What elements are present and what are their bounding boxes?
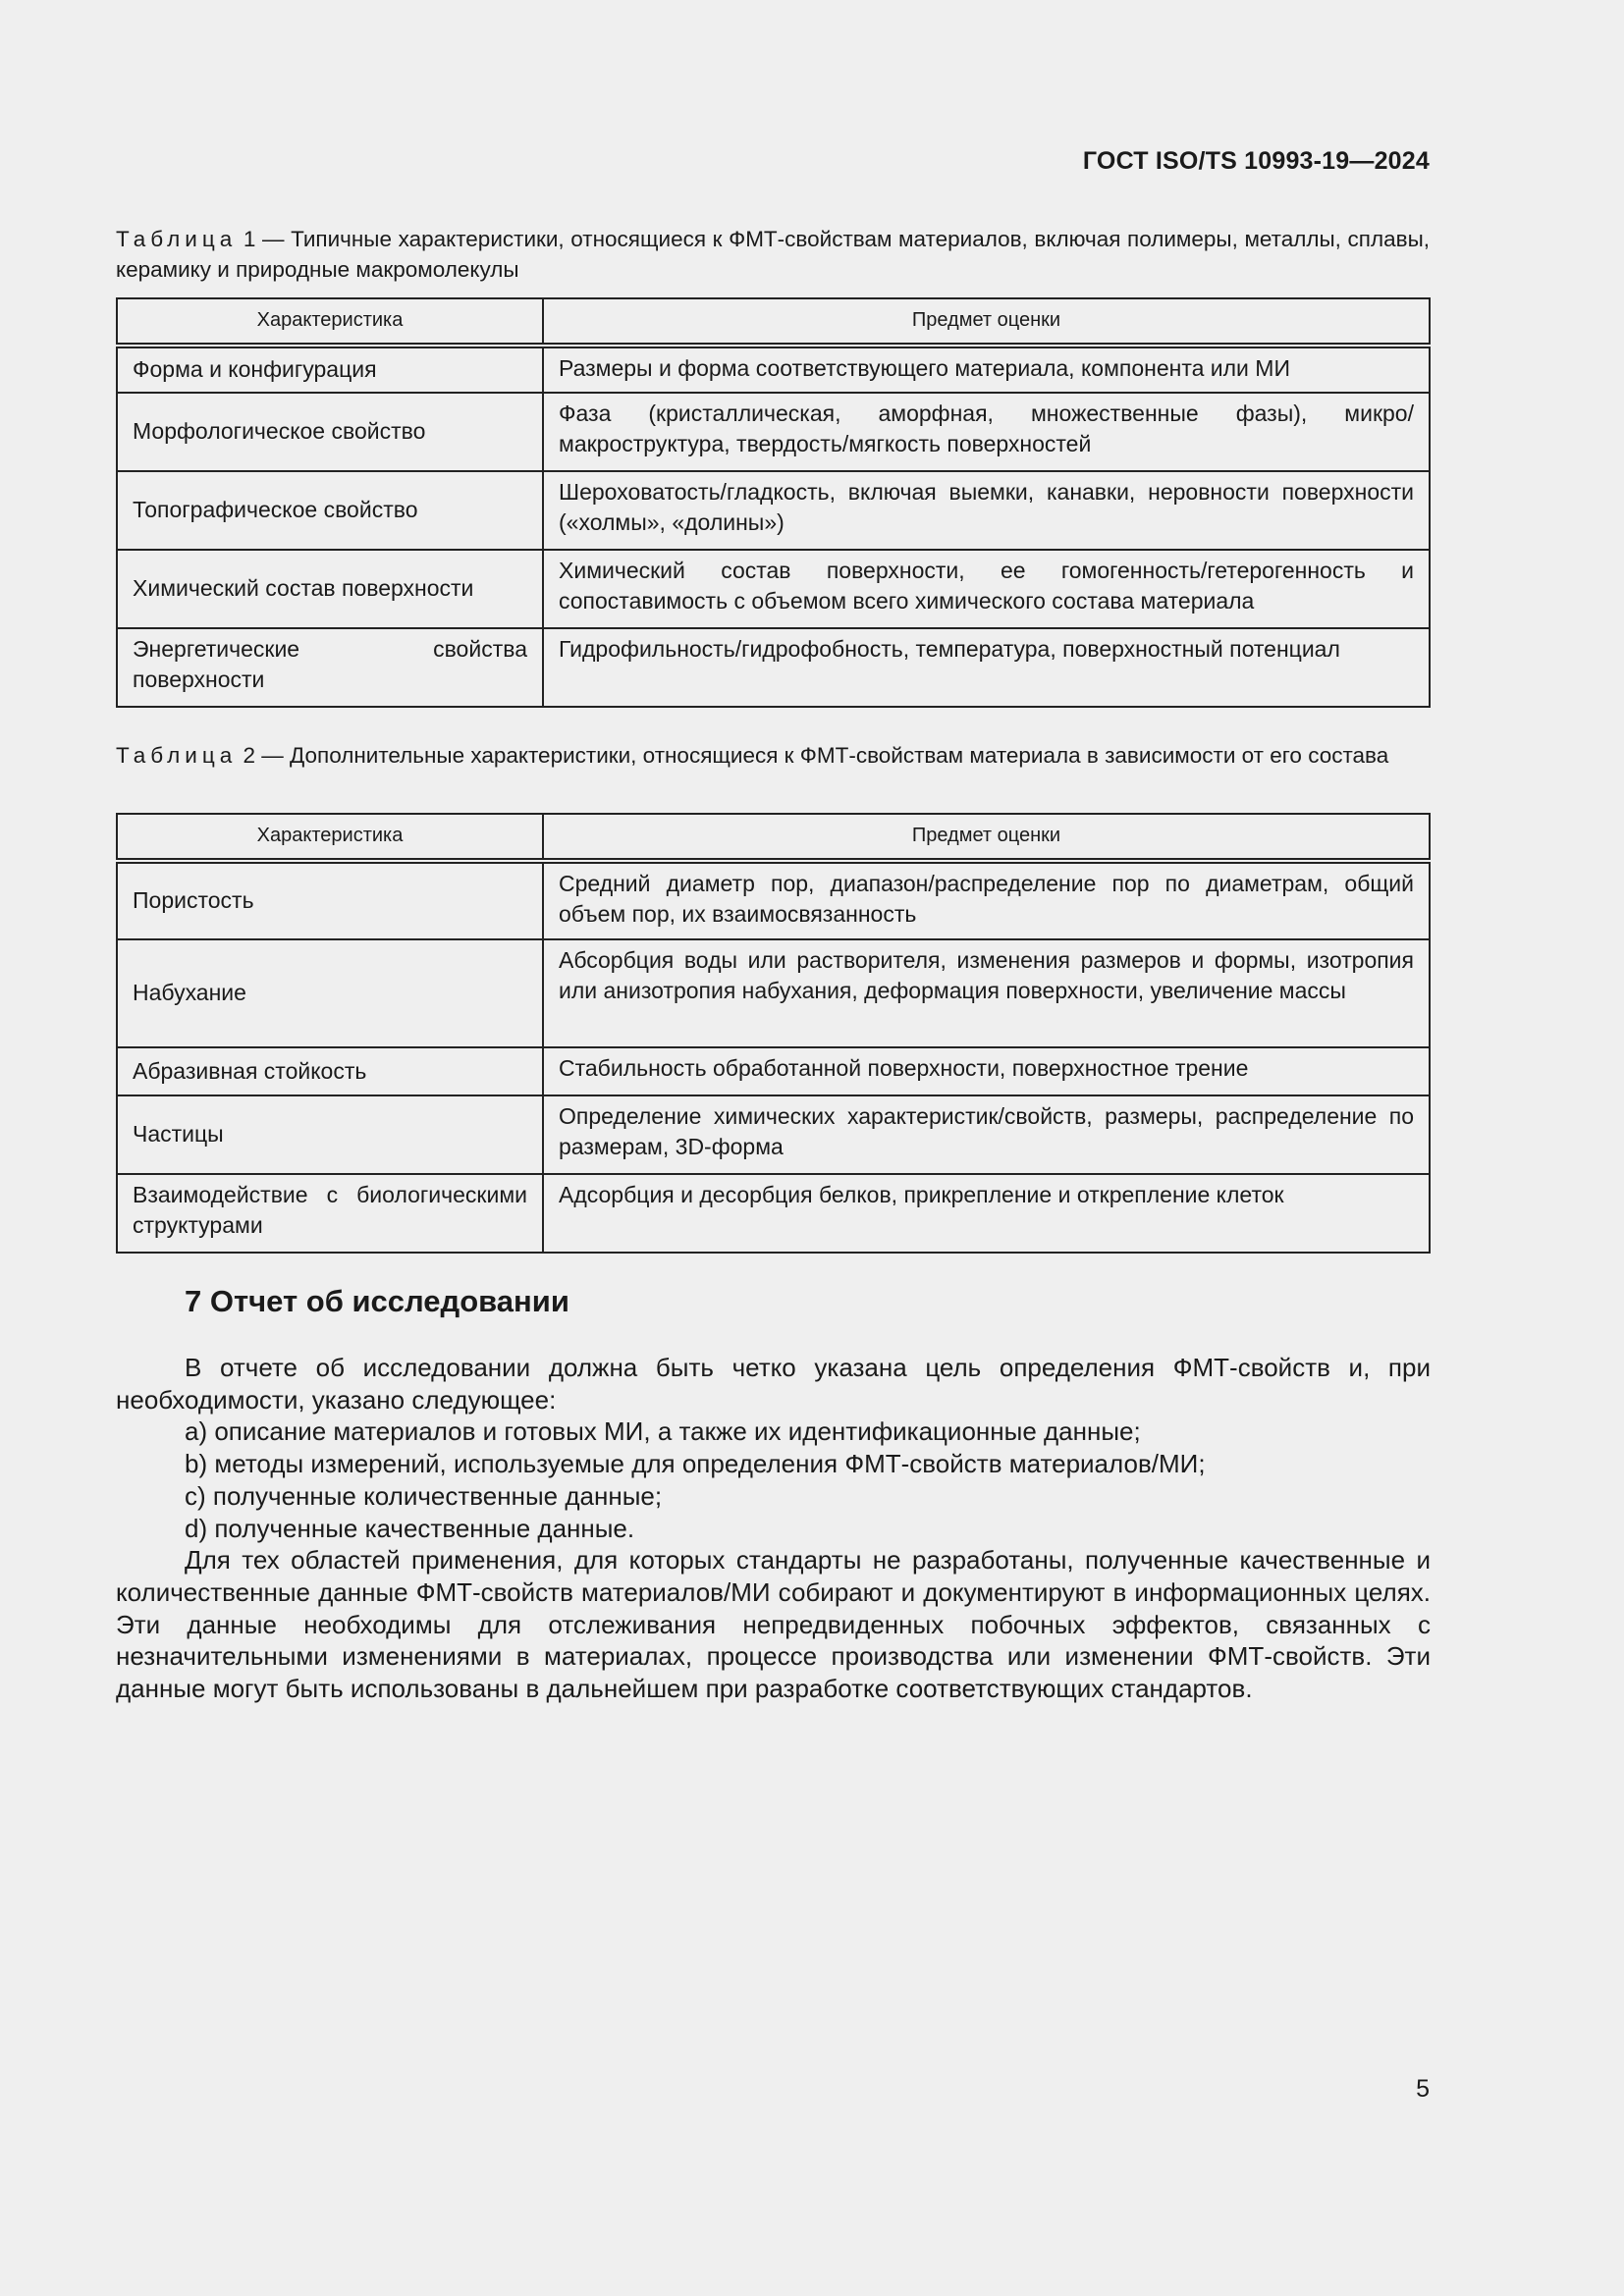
table1-cell-subject: Шероховатость/гладкость, включая выемки, канавки, неровности поверхности («холмы», «долины») bbox=[543, 471, 1430, 550]
list-item: d) полученные качественные данные. bbox=[185, 1513, 635, 1543]
table1-cell-characteristic: Морфологическое свойство bbox=[117, 393, 543, 471]
page-number: 5 bbox=[1416, 2075, 1430, 2103]
table1-cell-characteristic: Топографическое свойство bbox=[117, 471, 543, 550]
table2-cell-subject: Абсорбция воды или растворителя, изменения размеров и формы, изотропия или анизотропия набухания, деформация поверхности, увеличение массы bbox=[543, 939, 1430, 1047]
table-row bbox=[117, 550, 1430, 628]
table1 bbox=[116, 297, 1431, 708]
table2-cell-subject: Средний диаметр пор, диапазон/распределение пор по диаметрам, общий объем пор, их взаимосвязанность bbox=[543, 861, 1430, 939]
table2-cell-characteristic: Взаимодействие с биологическими структурами bbox=[117, 1174, 543, 1253]
table-row bbox=[117, 1047, 1430, 1095]
table-row bbox=[117, 628, 1430, 707]
table-row bbox=[117, 393, 1430, 471]
document-header-id: ГОСТ ISO/TS 10993-19—2024 bbox=[1082, 147, 1430, 175]
table1-caption-text: 1 — Типичные характеристики, относящиеся к ФМТ-свойствам материалов, включая полимеры, металлы, сплавы, керамику и природные макромолекулы bbox=[116, 227, 1430, 282]
table2-caption bbox=[116, 740, 1430, 771]
table1-caption bbox=[116, 224, 1430, 285]
table2-caption-text: 2 — Дополнительные характеристики, относящиеся к ФМТ-свойствам материала в зависимости от его состава bbox=[237, 743, 1389, 768]
table2-cell-characteristic: Набухание bbox=[117, 939, 543, 1047]
table1-cell-subject: Размеры и форма соответствующего материала, компонента или МИ bbox=[543, 346, 1430, 393]
table2-cell-subject: Определение химических характеристик/свойств, размеры, распределение по размерам, 3D-форма bbox=[543, 1095, 1430, 1174]
table2-cell-characteristic: Частицы bbox=[117, 1095, 543, 1174]
list-item: b) методы измерений, используемые для определения ФМТ-свойств материалов/МИ; bbox=[185, 1449, 1206, 1479]
table1-col-characteristic: Характеристика bbox=[117, 298, 543, 346]
table-row bbox=[117, 346, 1430, 393]
table-row bbox=[117, 861, 1430, 939]
list-item: a) описание материалов и готовых МИ, а также их идентификационные данные; bbox=[185, 1416, 1141, 1447]
table1-header-row bbox=[117, 298, 1430, 346]
table2-cell-subject: Адсорбция и десорбция белков, прикрепление и открепление клеток bbox=[543, 1174, 1430, 1253]
table2-col-characteristic: Характеристика bbox=[117, 814, 543, 861]
table1-cell-subject: Фаза (кристаллическая, аморфная, множественные фазы), микро/макроструктура, твердость/мягкость поверхностей bbox=[543, 393, 1430, 471]
table-row bbox=[117, 1174, 1430, 1253]
table1-cell-characteristic: Форма и конфигурация bbox=[117, 346, 543, 393]
section-body bbox=[116, 1352, 1431, 1705]
table2-cell-characteristic: Абразивная стойкость bbox=[117, 1047, 543, 1095]
section-heading: 7 Отчет об исследовании bbox=[185, 1284, 569, 1318]
list-item: c) полученные количественные данные; bbox=[185, 1480, 663, 1511]
table1-cell-characteristic: Энергетические свойства поверхности bbox=[117, 628, 543, 707]
table-row bbox=[117, 939, 1430, 1047]
table1-cell-characteristic: Химический состав поверхности bbox=[117, 550, 543, 628]
table2 bbox=[116, 813, 1431, 1254]
table-row bbox=[117, 471, 1430, 550]
section-intro-paragraph: В отчете об исследовании должна быть четко указана цель определения ФМТ-свойств и, при необходимости, указано следующее: bbox=[116, 1353, 1431, 1415]
table1-col-subject: Предмет оценки bbox=[543, 298, 1430, 346]
table1-cell-subject: Химический состав поверхности, ее гомогенность/гетерогенность и сопоставимость с объемом всего химического состава материала bbox=[543, 550, 1430, 628]
table-row bbox=[117, 1095, 1430, 1174]
table2-cell-subject: Стабильность обработанной поверхности, поверхностное трение bbox=[543, 1047, 1430, 1095]
table2-col-subject: Предмет оценки bbox=[543, 814, 1430, 861]
table2-header-row bbox=[117, 814, 1430, 861]
table1-caption-prefix: Таблица bbox=[116, 227, 238, 251]
section-closing-paragraph: Для тех областей применения, для которых стандарты не разработаны, полученные качественные и количественные данные ФМТ-свойств материалов/МИ собирают и документируют в информационных целях. Эти данные необходимы для отслеживания непредвиденных побочных эффектов, связанных с незначительными изменениями в материалах, процессе производства или изменении ФМТ-свойств. Эти данные могут быть использованы в дальнейшем при разработке соответствующих стандартов. bbox=[116, 1545, 1431, 1704]
table1-cell-subject: Гидрофильность/гидрофобность, температура, поверхностный потенциал bbox=[543, 628, 1430, 707]
table2-cell-characteristic: Пористость bbox=[117, 861, 543, 939]
table2-caption-prefix: Таблица bbox=[116, 743, 238, 768]
